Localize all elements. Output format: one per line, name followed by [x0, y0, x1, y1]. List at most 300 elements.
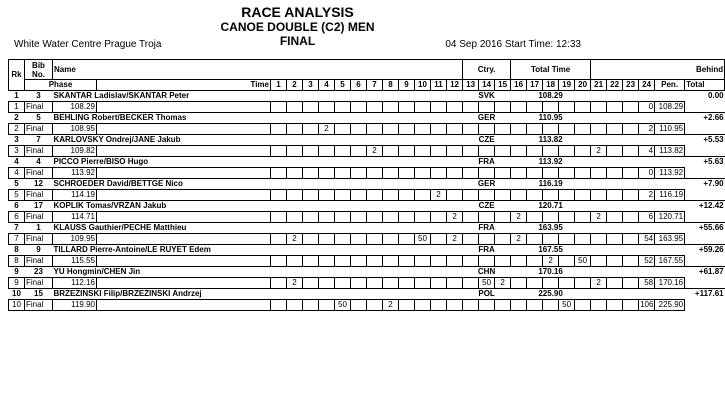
country-cell: FRA	[463, 157, 511, 168]
gate-cell	[367, 168, 383, 179]
phase-cell: Final	[25, 256, 53, 267]
gate-cell: 2	[431, 190, 447, 201]
gate-cell	[607, 124, 623, 135]
results-table	[8, 59, 725, 311]
venue-label: White Water Centre Prague Troja	[14, 39, 162, 50]
gate-cell	[559, 278, 575, 289]
country-cell: FRA	[463, 223, 511, 234]
gate-cell	[591, 124, 607, 135]
run-row	[9, 124, 725, 135]
behind-cell: 0.00	[591, 91, 725, 102]
gate-cell	[575, 190, 591, 201]
country-cell: FRA	[463, 245, 511, 256]
gate-cell	[495, 102, 511, 113]
gate-cell	[271, 234, 287, 245]
gate-cell	[97, 234, 271, 245]
phase-number-cell: 2	[9, 124, 25, 135]
gate-cell	[575, 124, 591, 135]
gate-cell	[415, 300, 431, 311]
phase-cell: Final	[25, 190, 53, 201]
gate-cell	[351, 146, 367, 157]
bib-cell: 1	[25, 223, 53, 234]
phase-number-cell: 5	[9, 190, 25, 201]
total-time-cell: 225.90	[511, 289, 591, 300]
gate-cell: 2	[591, 278, 607, 289]
gate-cell	[97, 124, 271, 135]
gate-cell	[527, 124, 543, 135]
gate-cell	[623, 146, 639, 157]
gate-cell	[575, 278, 591, 289]
gate-cell	[543, 146, 559, 157]
gate-cell	[319, 168, 335, 179]
gate-header-15: 15	[495, 80, 511, 91]
total-time-cell: 163.95	[511, 223, 591, 234]
gate-cell	[527, 300, 543, 311]
total-time-cell: 108.29	[511, 91, 591, 102]
gate-cell: 50	[559, 300, 575, 311]
gate-cell	[463, 234, 479, 245]
gate-header-7: 7	[367, 80, 383, 91]
gate-cell	[367, 300, 383, 311]
gate-cell	[287, 146, 303, 157]
gate-cell: 50	[479, 278, 495, 289]
gate-cell	[399, 300, 415, 311]
gate-cell	[383, 102, 399, 113]
total-time-cell: 120.71	[511, 201, 591, 212]
gate-cell	[607, 278, 623, 289]
gate-cell	[495, 300, 511, 311]
phase-cell: Final	[25, 278, 53, 289]
gate-cell	[559, 168, 575, 179]
phase-cell: Final	[25, 124, 53, 135]
gate-cell	[623, 212, 639, 223]
gate-cell	[351, 212, 367, 223]
gate-cell	[575, 102, 591, 113]
time-cell: 112.16	[53, 278, 97, 289]
run-row	[9, 168, 725, 179]
gate-cell	[319, 234, 335, 245]
gate-cell	[607, 190, 623, 201]
event-subtitle: CANOE DOUBLE (C2) MEN	[220, 20, 375, 34]
gate-cell	[447, 256, 463, 267]
rank-cell: 3	[9, 135, 25, 146]
gate-cell	[479, 190, 495, 201]
country-header: Ctry.	[463, 60, 511, 80]
gate-cell	[97, 300, 271, 311]
total-time-cell: 167.55	[511, 245, 591, 256]
gate-cell	[303, 124, 319, 135]
rank-header: Rk	[9, 60, 25, 91]
gate-cell	[463, 102, 479, 113]
behind-cell: +61.87	[591, 267, 725, 278]
gate-cell	[351, 190, 367, 201]
gate-cell	[97, 102, 271, 113]
gate-cell	[399, 278, 415, 289]
time-header: Time	[97, 80, 271, 91]
gate-cell	[335, 168, 351, 179]
gate-cell	[287, 190, 303, 201]
crew-name-cell: BRZEZINSKI Filip/BRZEZINSKI Andrzej	[53, 289, 463, 300]
gate-cell: 2	[383, 300, 399, 311]
gate-cell	[447, 168, 463, 179]
gate-cell	[511, 256, 527, 267]
gate-cell: 50	[575, 256, 591, 267]
name-header: Name	[53, 60, 463, 80]
gate-cell	[559, 124, 575, 135]
athlete-row	[9, 157, 725, 168]
gate-cell	[335, 256, 351, 267]
gate-cell	[431, 300, 447, 311]
gate-cell: 2	[319, 124, 335, 135]
gate-cell	[543, 234, 559, 245]
gate-cell	[479, 256, 495, 267]
behind-cell: +12.42	[591, 201, 725, 212]
gate-header-12: 12	[447, 80, 463, 91]
gate-cell	[479, 102, 495, 113]
gate-cell	[383, 124, 399, 135]
gate-cell: 2	[511, 212, 527, 223]
gate-cell	[431, 234, 447, 245]
run-total-cell: 108.29	[655, 102, 685, 113]
athlete-row	[9, 91, 725, 102]
gate-cell	[319, 278, 335, 289]
gate-cell	[415, 102, 431, 113]
crew-name-cell: SKANTAR Ladislav/SKANTAR Peter	[53, 91, 463, 102]
gate-cell	[431, 212, 447, 223]
time-cell: 109.95	[53, 234, 97, 245]
gate-cell	[495, 168, 511, 179]
phase-number-cell: 8	[9, 256, 25, 267]
gate-cell	[303, 300, 319, 311]
gate-cell: 2	[591, 212, 607, 223]
country-cell: CZE	[463, 201, 511, 212]
gate-cell	[383, 256, 399, 267]
run-row	[9, 102, 725, 113]
gate-cell	[399, 234, 415, 245]
gate-cell: 50	[415, 234, 431, 245]
gate-cell	[399, 146, 415, 157]
gate-header-18: 18	[543, 80, 559, 91]
penalty-cell: 4	[639, 146, 655, 157]
bib-cell: 9	[25, 245, 53, 256]
gate-cell	[607, 234, 623, 245]
date-time-label: 04 Sep 2016 Start Time: 12:33	[445, 39, 581, 50]
bib-cell: 12	[25, 179, 53, 190]
gate-cell	[559, 146, 575, 157]
country-cell: GER	[463, 113, 511, 124]
athlete-row	[9, 267, 725, 278]
gate-cell	[335, 102, 351, 113]
gate-cell	[527, 102, 543, 113]
penalty-cell: 0	[639, 102, 655, 113]
gate-cell	[543, 168, 559, 179]
gate-cell	[97, 168, 271, 179]
gate-cell: 2	[367, 146, 383, 157]
gate-cell	[495, 234, 511, 245]
gate-cell	[559, 212, 575, 223]
gate-header-20: 20	[575, 80, 591, 91]
country-cell: GER	[463, 179, 511, 190]
gate-cell	[511, 168, 527, 179]
gate-cell	[399, 124, 415, 135]
gate-cell	[447, 102, 463, 113]
time-cell: 108.29	[53, 102, 97, 113]
gate-cell	[527, 256, 543, 267]
gate-cell	[527, 146, 543, 157]
gate-cell: 2	[287, 278, 303, 289]
penalty-cell: 106	[640, 300, 654, 309]
gate-cell	[527, 234, 543, 245]
gate-cell	[415, 256, 431, 267]
rank-cell: 1	[9, 91, 25, 102]
phase-number-cell: 1	[9, 102, 25, 113]
gate-cell	[607, 212, 623, 223]
gate-cell	[303, 190, 319, 201]
gate-cell	[335, 146, 351, 157]
gate-cell	[511, 190, 527, 201]
bib-cell: 23	[25, 267, 53, 278]
penalty-cell: 2	[639, 124, 655, 135]
phase-header: Phase	[25, 80, 97, 91]
gate-cell	[303, 168, 319, 179]
gate-header-8: 8	[383, 80, 399, 91]
gate-cell	[415, 124, 431, 135]
bib-cell: 4	[25, 157, 53, 168]
gate-cell	[287, 102, 303, 113]
gate-cell	[351, 102, 367, 113]
gate-cell: 2	[543, 256, 559, 267]
gate-cell: 2	[591, 146, 607, 157]
gate-cell	[463, 256, 479, 267]
gate-cell	[543, 300, 559, 311]
gate-cell	[527, 190, 543, 201]
penalty-cell: 6	[639, 212, 655, 223]
gate-cell	[303, 256, 319, 267]
gate-cell	[511, 146, 527, 157]
gate-cell	[271, 190, 287, 201]
gate-cell	[607, 300, 623, 311]
gate-cell	[607, 256, 623, 267]
header-row-1	[9, 60, 725, 80]
run-total-cell: 110.95	[655, 124, 685, 135]
gate-cell	[463, 146, 479, 157]
athlete-row	[9, 135, 725, 146]
gate-cell	[463, 190, 479, 201]
gate-cell	[303, 278, 319, 289]
bib-cell: 17	[25, 201, 53, 212]
gate-header-10: 10	[415, 80, 431, 91]
crew-name-cell: PICCO Pierre/BISO Hugo	[53, 157, 463, 168]
results-body	[9, 60, 725, 311]
gate-cell: 2	[287, 234, 303, 245]
gate-cell	[495, 190, 511, 201]
gate-cell	[463, 124, 479, 135]
gate-cell	[591, 190, 607, 201]
gate-cell	[367, 278, 383, 289]
gate-cell	[623, 190, 639, 201]
gate-cell	[97, 256, 271, 267]
gate-cell	[479, 212, 495, 223]
run-row	[9, 146, 725, 157]
gate-cell	[479, 124, 495, 135]
gate-cell: 50	[335, 300, 351, 311]
gate-cell	[607, 168, 623, 179]
gate-header-19: 19	[559, 80, 575, 91]
gate-cell	[431, 124, 447, 135]
gate-cell	[383, 190, 399, 201]
phase-cell: Final	[25, 102, 53, 113]
gate-cell: 2	[447, 234, 463, 245]
gate-cell	[463, 300, 479, 311]
athlete-row	[9, 113, 725, 124]
gate-cell	[543, 102, 559, 113]
gate-cell	[351, 168, 367, 179]
time-cell: 115.55	[53, 256, 97, 267]
gate-header-4: 4	[319, 80, 335, 91]
gate-cell	[415, 212, 431, 223]
gate-cell: 2	[511, 234, 527, 245]
gate-cell	[575, 234, 591, 245]
phase-number-cell: 3	[9, 146, 25, 157]
bib-cell: 7	[25, 135, 53, 146]
gate-header-23: 23	[623, 80, 639, 91]
gate-cell	[415, 168, 431, 179]
gate-cell	[623, 300, 639, 311]
gate-cell	[495, 212, 511, 223]
gate-cell	[335, 212, 351, 223]
gate-cell	[399, 102, 415, 113]
gate-cell	[383, 212, 399, 223]
gate-header-22: 22	[607, 80, 623, 91]
gate-cell	[559, 102, 575, 113]
rank-cell: 7	[9, 223, 25, 234]
run-total-cell: 163.95	[655, 234, 685, 245]
gate-cell	[511, 278, 527, 289]
gate-cell	[623, 124, 639, 135]
gate-header-13: 13	[463, 80, 479, 91]
athlete-row	[9, 179, 725, 190]
gate-cell	[415, 278, 431, 289]
gate-cell	[623, 256, 639, 267]
gate-cell	[271, 256, 287, 267]
gate-cell	[399, 256, 415, 267]
gate-header-2: 2	[287, 80, 303, 91]
bib-cell: 3	[25, 91, 53, 102]
round-title: FINAL	[279, 34, 316, 48]
gate-cell	[623, 278, 639, 289]
gate-cell	[351, 278, 367, 289]
gate-header-1: 1	[271, 80, 287, 91]
gate-cell	[431, 278, 447, 289]
gate-cell	[431, 102, 447, 113]
gate-cell	[335, 190, 351, 201]
gate-cell	[559, 190, 575, 201]
country-cell: CHN	[463, 267, 511, 278]
gate-header-5: 5	[335, 80, 351, 91]
gate-cell	[399, 190, 415, 201]
behind-cell: +59.26	[591, 245, 725, 256]
gate-header-14: 14	[479, 80, 495, 91]
run-row	[9, 256, 725, 267]
gate-cell	[367, 256, 383, 267]
gate-cell	[623, 234, 639, 245]
athlete-row	[9, 289, 725, 300]
phase-number-cell: 4	[9, 168, 25, 179]
behind-header: Behind	[591, 60, 725, 80]
gate-cell	[287, 256, 303, 267]
behind-cell: +7.90	[591, 179, 725, 190]
gate-cell	[287, 212, 303, 223]
gate-cell	[97, 190, 271, 201]
behind-cell: +2.66	[591, 113, 725, 124]
gate-cell	[623, 102, 639, 113]
gate-cell	[495, 146, 511, 157]
gate-cell	[383, 146, 399, 157]
gate-cell	[463, 168, 479, 179]
rank-cell: 4	[9, 157, 25, 168]
penalty-cell: 52	[639, 256, 655, 267]
behind-cell: +5.63	[591, 157, 725, 168]
gate-header-9: 9	[399, 80, 415, 91]
gate-cell	[319, 190, 335, 201]
gate-header-11: 11	[431, 80, 447, 91]
gate-cell	[543, 124, 559, 135]
gate-header-17: 17	[527, 80, 543, 91]
gate-cell	[271, 102, 287, 113]
run-row	[9, 190, 725, 201]
gate-cell	[575, 168, 591, 179]
run-total-cell: 113.92	[655, 168, 685, 179]
phase-cell: Final	[25, 300, 53, 311]
penalty-cell: 54	[639, 234, 655, 245]
gate-cell	[367, 102, 383, 113]
gate-cell	[575, 212, 591, 223]
gate-cell	[319, 300, 335, 311]
phase-cell: Final	[25, 234, 53, 245]
rank-cell: 9	[9, 267, 25, 278]
total-time-cell: 113.82	[511, 135, 591, 146]
run-total-cell: 167.55	[655, 256, 685, 267]
rank-cell: 5	[9, 179, 25, 190]
crew-name-cell: KARLOVSKY Ondrej/JANE Jakub	[53, 135, 463, 146]
gate-cell	[463, 278, 479, 289]
gate-cell	[303, 146, 319, 157]
phase-number-cell: 6	[9, 212, 25, 223]
gate-cell	[591, 256, 607, 267]
gate-header-16: 16	[511, 80, 527, 91]
gate-cell	[319, 146, 335, 157]
run-total-cell: 120.71	[655, 212, 685, 223]
gate-cell	[543, 278, 559, 289]
run-row	[9, 234, 725, 245]
total-time-cell: 110.95	[511, 113, 591, 124]
time-cell: 114.71	[53, 212, 97, 223]
behind-cell: +55.66	[591, 223, 725, 234]
country-cell: CZE	[463, 135, 511, 146]
run-total-cell: 113.82	[655, 146, 685, 157]
crew-name-cell: BEHLING Robert/BECKER Thomas	[53, 113, 463, 124]
gate-cell	[383, 234, 399, 245]
gate-cell	[351, 124, 367, 135]
gate-cell	[447, 124, 463, 135]
rank-cell: 6	[9, 201, 25, 212]
crew-name-cell: KLAUSS Gauthier/PECHE Matthieu	[53, 223, 463, 234]
total-time-cell: 113.92	[511, 157, 591, 168]
gate-cell	[351, 256, 367, 267]
country-cell: POL	[463, 289, 511, 300]
rank-cell: 2	[9, 113, 25, 124]
gate-cell	[415, 190, 431, 201]
